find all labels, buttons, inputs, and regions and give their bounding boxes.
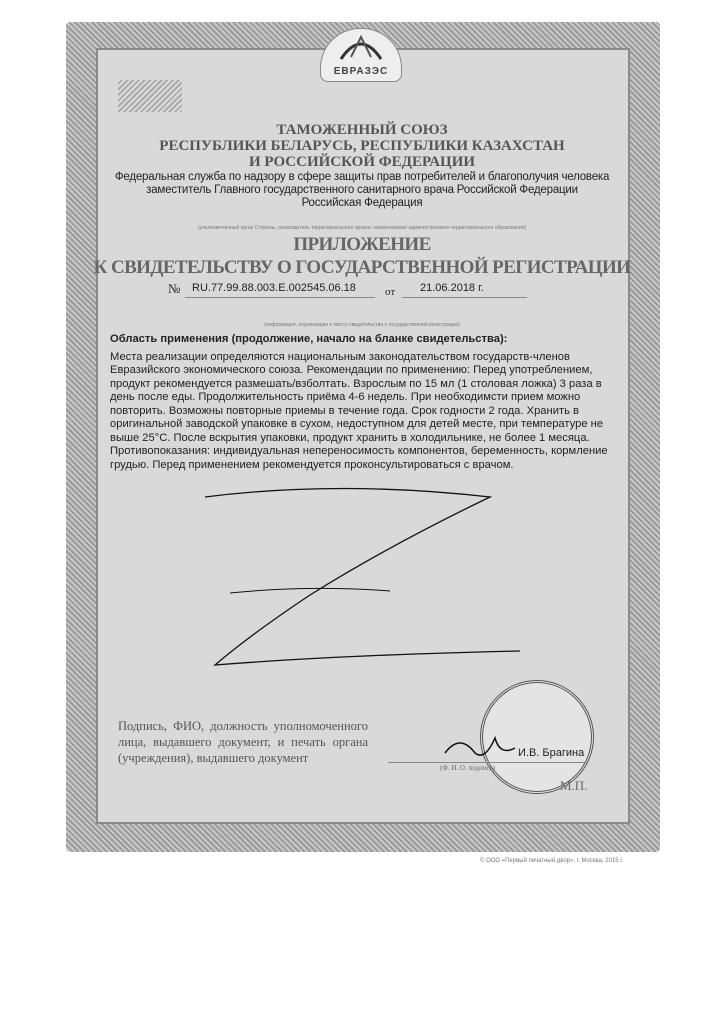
registration-date: 21.06.2018 г. bbox=[420, 282, 484, 294]
number-underline bbox=[185, 297, 375, 298]
logo-emblem-icon bbox=[321, 29, 401, 65]
fio-hint: (Ф. И. О. подпись) bbox=[440, 764, 496, 772]
registration-hint: (информация, подлежащая к тексту свидетельства о государственной регистрации) bbox=[264, 322, 460, 328]
title-line2: К СВИДЕТЕЛЬСТВУ О ГОСУДАРСТВЕННОЙ РЕГИСТРАЦИИ bbox=[93, 257, 631, 278]
header-hint: (уполномоченный орган Стороны, руководитель территориального органа: наименование административно-территориального образования) bbox=[197, 225, 527, 231]
printer-footer: © ООО «Первый печатный двор», г. Москва, 2015 г. bbox=[480, 858, 624, 864]
ornament bbox=[118, 80, 182, 112]
title-line1: ПРИЛОЖЕНИЕ bbox=[293, 234, 431, 255]
handwritten-signature bbox=[440, 728, 520, 762]
date-underline bbox=[402, 297, 527, 298]
header-line3: И РОССИЙСКОЙ ФЕДЕРАЦИИ bbox=[248, 154, 476, 170]
number-label: № bbox=[168, 281, 181, 296]
signer-name: И.В. Брагина bbox=[518, 747, 585, 759]
scope-text: Места реализации определяются национальным законодательством государств-членов Евразийского экономического союза. Рекомендации по применению: Перед употреблением, продукт рекомендуется размешать/взболтать. Взрослым по 15 мл (1 столовая ложка) 3 раза в день после еды. Продолжительность приёма 4-6 недель. При необходимсти прием можно повторить. Возможны повторные приемы в течение года. Срок годности 2 года. Хранить в оригинальной заводской упаковке в сухом, недоступном для детей месте, при температуре не выше 25°C. После вскрытия упаковки, продукт хранить в холодильнике, не более 1 месяца. Противопоказания: индивидуальная непереносимость компонентов, беременность, кормление грудью. Перед применением рекомендуется проконсультироваться с врачом. bbox=[110, 350, 608, 471]
country: Российская Федерация bbox=[301, 197, 423, 209]
header-line2: РЕСПУБЛИКИ БЕЛАРУСЬ, РЕСПУБЛИКИ КАЗАХСТАН bbox=[159, 138, 565, 154]
date-label: от bbox=[385, 286, 396, 298]
agency: Федеральная служба по надзору в сфере защиты прав потребителей и благополучия человека bbox=[114, 171, 610, 183]
mp-label: М.П. bbox=[560, 778, 588, 793]
signature-underline bbox=[388, 762, 588, 763]
eurasec-logo bbox=[320, 28, 402, 82]
scope-title: Область применения (продолжение, начало на бланке свидетельства): bbox=[110, 333, 508, 345]
header-line1: ТАМОЖЕННЫЙ СОЮЗ bbox=[276, 122, 448, 138]
position: заместитель Главного государственного санитарного врача Российской Федерации bbox=[146, 184, 578, 196]
registration-number: RU.77.99.88.003.E.002545.06.18 bbox=[192, 282, 356, 294]
signature-label: Подпись, ФИО, должность уполномоченного лица, выдавшего документ, и печать органа (учреждения), выдавшего документ bbox=[118, 719, 368, 765]
scope-section bbox=[110, 333, 610, 472]
logo-text: ЕВРАЗЭС bbox=[333, 66, 389, 77]
z-strikeout-scribble bbox=[190, 475, 530, 675]
